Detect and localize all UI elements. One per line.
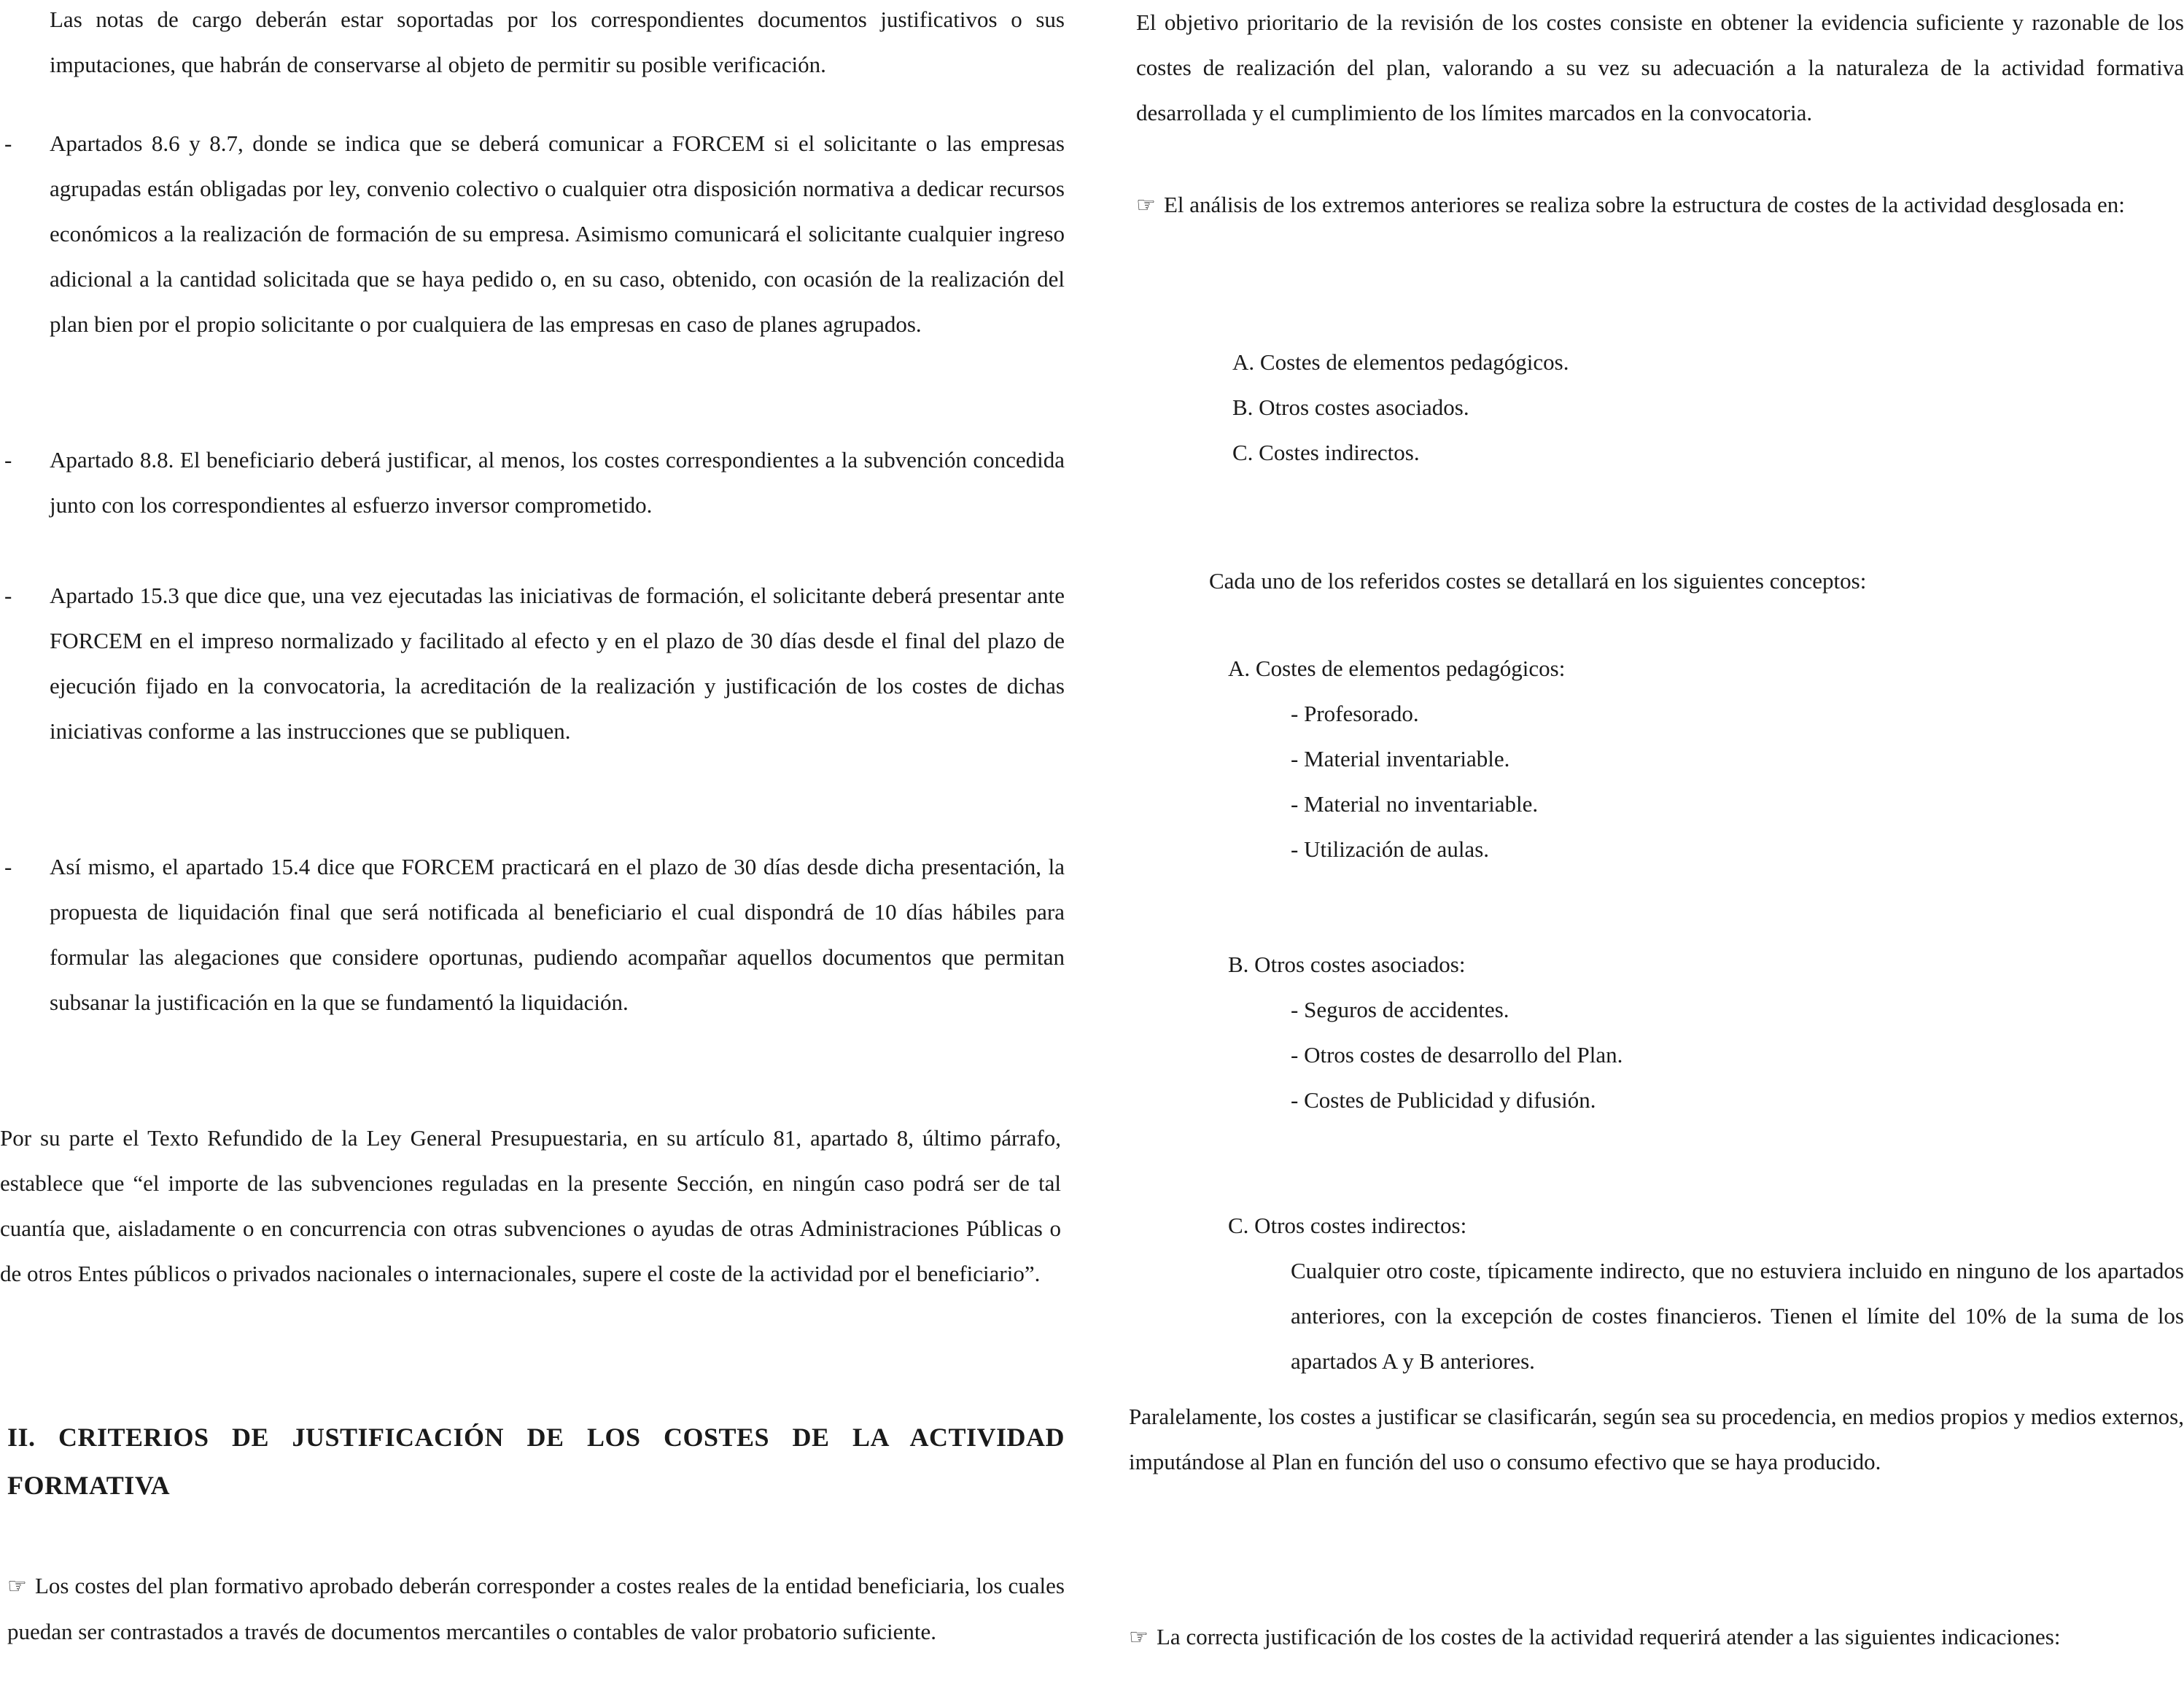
list-item: C. Costes indirectos. (1232, 440, 1420, 465)
paragraph-notas: Las notas de cargo deberán estar soportadas por los correspondientes documentos justificativos o sus imputaciones, que habrán de conservarse al objeto de permitir su posible verificación. (50, 7, 1065, 77)
bullet-text: Apartado 8.8. El beneficiario deberá justificar, al menos, los costes correspondientes a la subvención concedida junto con los correspondientes al esfuerzo inversor comprometido. (50, 447, 1065, 518)
section-b (1228, 942, 1957, 1123)
paragraph-ley: Por su parte el Texto Refundido de la Ley General Presupuestaria, en su artículo 81, apartado 8, último párrafo, establece que “el importe de las subvenciones reguladas en la presente Sección, en ningún caso podrá ser de tal cuantía que, aisladamente o en concurrencia con otras subvenciones o ayudas de otras Administraciones Públicas o de otros Entes públicos o privados nacionales o internacionales, supere el coste de la actividad por el beneficiario”. (0, 1125, 1061, 1286)
section-b-title: B. Otros costes asociados: (1228, 952, 1466, 977)
section-c-title: C. Otros costes indirectos: (1228, 1213, 1467, 1238)
list-item: - Costes de Publicidad y difusión. (1291, 1087, 1596, 1113)
list-item: - Seguros de accidentes. (1291, 997, 1509, 1022)
paragraph-analisis: ☞ El análisis de los extremos anteriores se realiza sobre la estructura de costes de la actividad desglosada en: (1136, 182, 2184, 228)
bullet-text: Apartado 15.3 que dice que, una vez ejecutadas las iniciativas de formación, el solicitante deberá presentar ante FORCEM en el impreso normalizado y facilitado al efecto y en el plazo de 30 días desde el final del plazo de ejecución fijado en la convocatoria, la acreditación de la realización y justificación de los costes de dichas iniciativas conforme a las instrucciones que se publiquen. (50, 583, 1065, 744)
section-heading: II. CRITERIOS DE JUSTIFICACIÓN DE LOS COSTES DE LA ACTIVIDAD FORMATIVA (7, 1423, 1065, 1500)
list-item: A. Costes de elementos pedagógicos. (1232, 349, 1569, 375)
paragraph-correcta: ☞ La correcta justificación de los costes de la actividad requerirá atender a las siguientes indicaciones: (1129, 1614, 2184, 1660)
list-item (0, 573, 1065, 754)
section-c-text: Cualquier otro coste, típicamente indirecto, que no estuviera incluido en ninguno de los apartados anteriores, con la excepción de costes financieros. Tienen el límite del 10% de la suma de los apartados A y B anteriores. (1291, 1258, 2184, 1374)
paragraph-paralelamente: Paralelamente, los costes a justificar se clasificarán, según sea su procedencia, en medios propios y medios externos, imputándose al Plan en función del uso o consumo efectivo que se haya producido. (1129, 1404, 2184, 1474)
list-item: - Profesorado. (1291, 701, 1419, 726)
list-item: B. Otros costes asociados. (1232, 394, 1469, 420)
list-item (0, 438, 1065, 528)
list-item: - Material inventariable. (1291, 746, 1510, 771)
bullet-dash: - (4, 583, 12, 608)
bullet-text: Así mismo, el apartado 15.4 dice que FORCEM practicará en el plazo de 30 días desde dicha presentación, la propuesta de liquidación final que será notificada al beneficiario el cual dispondrá de 10 días hábiles para formular las alegaciones que considere oportunas, pudiendo acompañar aquellos documentos que permitan subsanar la justificación en la que se fundamentó la liquidación. (50, 854, 1065, 1015)
list-item (0, 844, 1065, 1025)
bullet-dash: - (4, 131, 12, 156)
list-item (0, 121, 1065, 347)
paragraph-cada: Cada uno de los referidos costes se detallará en los siguientes conceptos: (1209, 568, 1867, 594)
list-item: - Utilización de aulas. (1291, 836, 1490, 862)
pointing-hand-icon: ☞ (1136, 193, 1156, 218)
bullet-text: Apartados 8.6 y 8.7, donde se indica que se deberá comunicar a FORCEM si el solicitante o las empresas agrupadas están obligadas por ley, convenio colectivo o cualquier otra disposición normativa a dedicar recursos económicos a la realización de formación de su empresa. Asimismo comunicará el solicitante cualquier ingreso adicional a la cantidad solicitada que se haya pedido o, en su caso, obtenido, con ocasión de la realización del plan bien por el propio solicitante o por cualquiera de las empresas en caso de planes agrupados. (50, 131, 1065, 337)
section-a-title: A. Costes de elementos pedagógicos: (1228, 656, 1566, 681)
section-a (1228, 646, 1957, 872)
summary-list (1232, 340, 1816, 475)
list-item: - Otros costes de desarrollo del Plan. (1291, 1042, 1623, 1068)
section-c (1228, 1203, 2184, 1384)
paragraph-objetivo: El objetivo prioritario de la revisión de los costes consiste en obtener la evidencia suficiente y razonable de los costes de realización del plan, valorando a su vez su adecuación a la naturaleza de la actividad formativa desarrollada y el cumplimiento de los límites marcados en la convocatoria. (1136, 9, 2184, 125)
bullet-dash: - (4, 447, 12, 473)
pointing-hand-icon: ☞ (1129, 1625, 1149, 1650)
bullet-dash: - (4, 854, 12, 879)
list-item: - Material no inventariable. (1291, 791, 1539, 817)
pointing-hand-icon: ☞ (7, 1574, 27, 1599)
paragraph-costes: ☞ Los costes del plan formativo aprobado deberán corresponder a costes reales de la entidad beneficiaria, los cuales puedan ser contrastados a través de documentos mercantiles o contables de valor probatorio suficiente. (7, 1563, 1065, 1655)
